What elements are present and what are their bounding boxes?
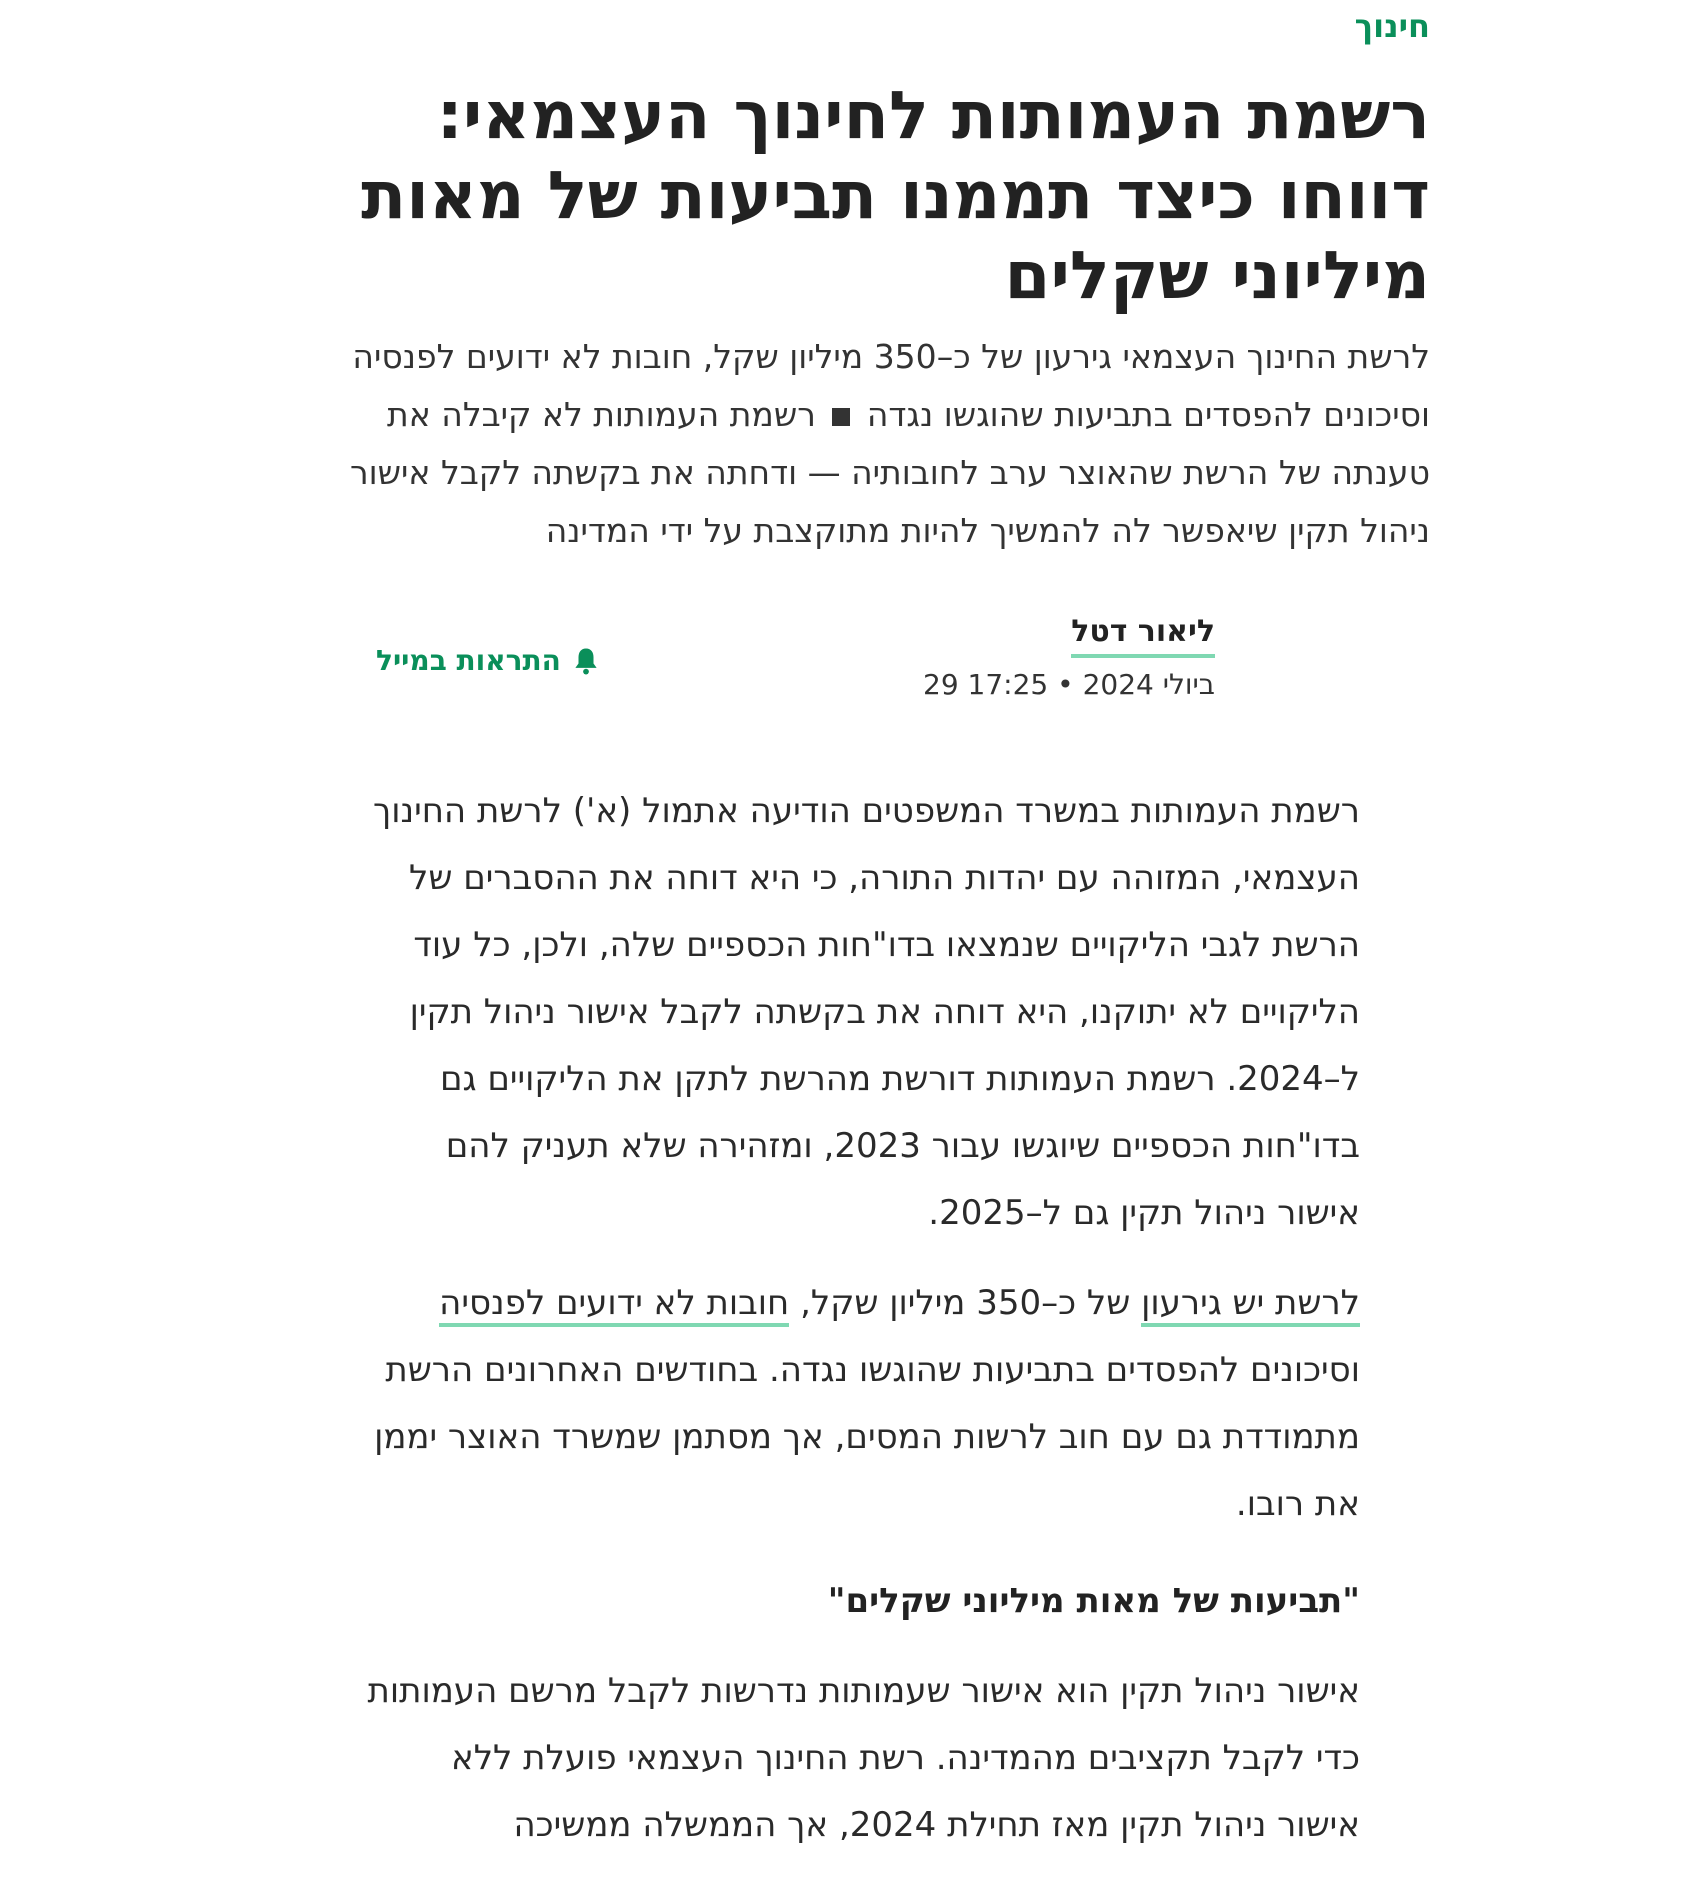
publish-date: 29 ביולי 2024: [923, 668, 1215, 701]
email-alerts-button[interactable]: [376, 644, 601, 677]
byline: [923, 612, 1215, 701]
paragraph-2-text-2: וסיכונים להפסדים בתביעות שהוגשו נגדה. בחודשים האחרונים הרשת מתמודדת גם עם חוב לרשות המסים, אך מסתמן שמשרד האוצר יממן את רובו.: [374, 1350, 1360, 1524]
body-paragraph-3: אישור ניהול תקין הוא אישור שעמותות נדרשות לקבל מרשם העמותות כדי לקבל תקציבים מהמדינה. רשת החינוך העצמאי פועלת ללא אישור ניהול תקין מאז תחילת 2024, אך הממשלה ממשיכה: [367, 1671, 1360, 1845]
pension-debts-link[interactable]: חובות לא ידועים לפנסיה: [439, 1283, 789, 1327]
article-header: [280, 0, 1430, 560]
subheadline-part-2: רשמת העמותות לא קיבלה את טענתה של הרשת שהאוצר ערב לחובותיה — ודחתה את בקשתה לקבל אישור ניהול תקין שיאפשר לה להמשיך להיות מתוקצבת על ידי המדינה: [350, 395, 1430, 550]
section-heading: "תביעות של מאות מיליוני שקלים": [827, 1581, 1360, 1621]
publish-time: 17:25: [967, 668, 1049, 701]
category-link[interactable]: חינוך: [1354, 7, 1430, 45]
article-subheadline: [280, 328, 1430, 560]
email-alerts-label: התראות במייל: [376, 644, 561, 677]
body-paragraph-2: [360, 1270, 1360, 1538]
body-paragraph-1: רשמת העמותות במשרד המשפטים הודיעה אתמול (א') לרשת החינוך העצמאי, המזוהה עם יהדות התורה, כי היא דוחה את ההסברים של הרשת לגבי הליקויים שנמצאו בדו"חות הכספיים שלה, ולכן, כל עוד הליקויים לא יתוקנו, היא דוחה את בקשתה לקבל אישור ניהול תקין ל–2024. רשמת העמותות דורשת מהרשת לתקן את הליקויים גם בדו"חות הכספיים שיוגשו עבור 2023, ומזהירה שלא תעניק להם אישור ניהול תקין גם ל–2025.: [372, 791, 1360, 1233]
deficit-link[interactable]: לרשת יש גירעון: [1141, 1283, 1360, 1327]
subheadline-part-1: לרשת החינוך העצמאי גירעון של כ–350 מיליון שקל, חובות לא ידועים לפנסיה וסיכונים להפסדים בתביעות שהוגשו נגדה: [352, 337, 1430, 434]
bell-icon: [571, 646, 601, 676]
date-separator: •: [1057, 668, 1074, 701]
article-headline: רשמת העמותות לחינוך העצמאי: דווחו כיצד תממנו תביעות של מאות מיליוני שקלים: [361, 77, 1430, 314]
paragraph-2-text-1: של כ–350 מיליון שקל,: [789, 1283, 1142, 1323]
author-link[interactable]: ליאור דטל: [1071, 612, 1215, 658]
publish-dateline: [923, 668, 1215, 701]
square-bullet-icon: [832, 408, 850, 426]
article-body: [360, 778, 1360, 1859]
